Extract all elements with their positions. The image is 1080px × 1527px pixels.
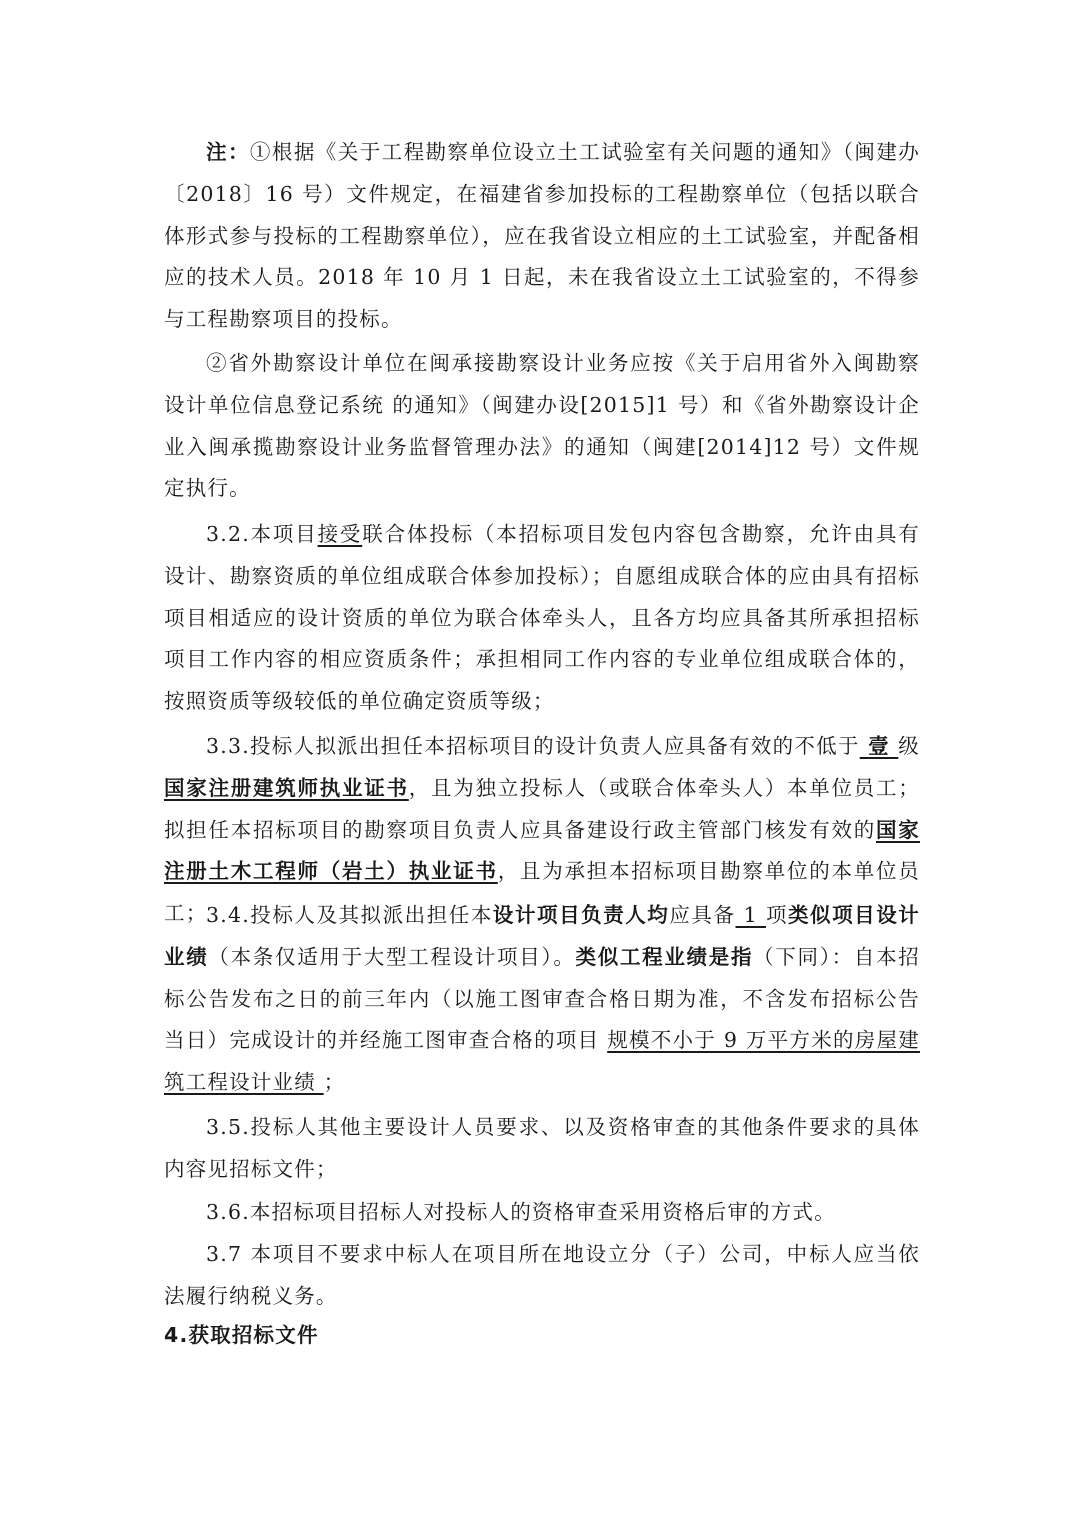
clause-3-4-count: 1 xyxy=(735,903,766,927)
clause-3-4 xyxy=(164,895,920,1104)
clause-3-4-text-2: 应具备 xyxy=(669,903,736,927)
clause-3-3-cert-2: 国家注册土木工程师（岩土）执业证书 xyxy=(164,817,920,884)
clause-3-4-text-6: ； xyxy=(323,1070,346,1095)
clause-3-2-prefix: 3.2.本项目 xyxy=(206,522,318,546)
clause-3-4-bold-2: 类似项目设计业绩 xyxy=(164,903,920,969)
clause-3-3-text-2: 级 xyxy=(898,734,920,758)
clause-3-4-text-5: （下同）：自本招标公告发布之日的前三年内（以施工图审查合格日期为准，不含发布招标公告当日）完成设计的并经施工图审查合格的项目 xyxy=(164,944,920,1053)
clause-3-2-rest: 联合体投标（本招标项目发包内容包含勘察，允许由具有设计、勘察资质的单位组成联合体参加投标）；自愿组成联合体的应由具有招标项目相适应的设计资质的单位为联合体牵头人，且各方均应具备其所承担招标项目工作内容的相应资质条件；承担相同工作内容的专业单位组成联合体的，按照资质等级较低的单位确定资质等级； xyxy=(164,522,920,714)
note-2-paragraph xyxy=(164,343,920,510)
clause-3-3-text-3: ，且为独立投标人（或联合体牵头人）本单位员工；拟担任本招标项目的勘察项目负责人应具备建设行政主管部门核发有效的 xyxy=(164,775,920,842)
clause-3-7 xyxy=(164,1234,920,1318)
clause-3-5-text: 3.5.投标人其他主要设计人员要求、以及资格审查的其他条件要求的具体内容见招标文件； xyxy=(164,1115,920,1181)
note-1-text: ①根据《关于工程勘察单位设立土工试验室有关问题的通知》（闽建办〔2018〕16 号）文件规定，在福建省参加投标的工程勘察单位（包括以联合体形式参与投标的工程勘察单位），应在我省设立相应的土工试验室，并配备相应的技术人员。2018 年 10 月 1 日起，未在我省设立土工试验室的，不得参与工程勘察项目的投标。 xyxy=(164,140,921,332)
clause-3-4-bold-3: 类似工程业绩是指 xyxy=(575,944,754,969)
clause-3-4-text-1: 3.4.投标人及其拟派出担任本 xyxy=(206,903,493,927)
clause-3-7-text: 3.7 本项目不要求中标人在项目所在地设立分（子）公司，中标人应当依法履行纳税义务。 xyxy=(164,1242,920,1308)
clause-3-6-text: 3.6.本招标项目招标人对投标人的资格审查采用资格后审的方式。 xyxy=(206,1200,836,1224)
note-2-text: ②省外勘察设计单位在闽承接勘察设计业务应按《关于启用省外入闽勘察设计单位信息登记系统 的通知》（闽建办设[2015]1 号）和《省外勘察设计企业入闽承揽勘察设计业务监督管理办法》的通知（闽建[2014]12 号）文件规定执行。 xyxy=(164,351,920,501)
clause-3-4-scale: 规模不小于 9 万平方米的房屋建筑工程设计业绩 xyxy=(164,1028,920,1095)
clause-3-5 xyxy=(164,1107,920,1191)
clause-3-6 xyxy=(164,1192,920,1234)
note-label: 注： xyxy=(206,140,250,164)
note-1-paragraph xyxy=(164,132,920,341)
clause-3-4-text-4: （本条仅适用于大型工程设计项目）。 xyxy=(208,944,576,969)
clause-3-3-cert-1: 国家注册建筑师执业证书 xyxy=(164,775,409,800)
clause-3-4-bold-1: 设计项目负责人均 xyxy=(492,903,670,927)
clause-3-3-grade: 壹 xyxy=(859,734,899,758)
clause-3-3-text-4: ，且为承担本招标项目勘察单位的本单位员工； xyxy=(164,859,921,926)
clause-3-4-text-3: 项 xyxy=(765,903,788,927)
clause-3-3-text-1: 3.3.投标人拟派出担任本招标项目的设计负责人应具备有效的不低于 xyxy=(206,734,860,758)
clause-3-2 xyxy=(164,514,920,723)
section-4-heading: 4.获取招标文件 xyxy=(164,1323,319,1347)
clause-3-2-accept: 接受 xyxy=(317,522,363,546)
